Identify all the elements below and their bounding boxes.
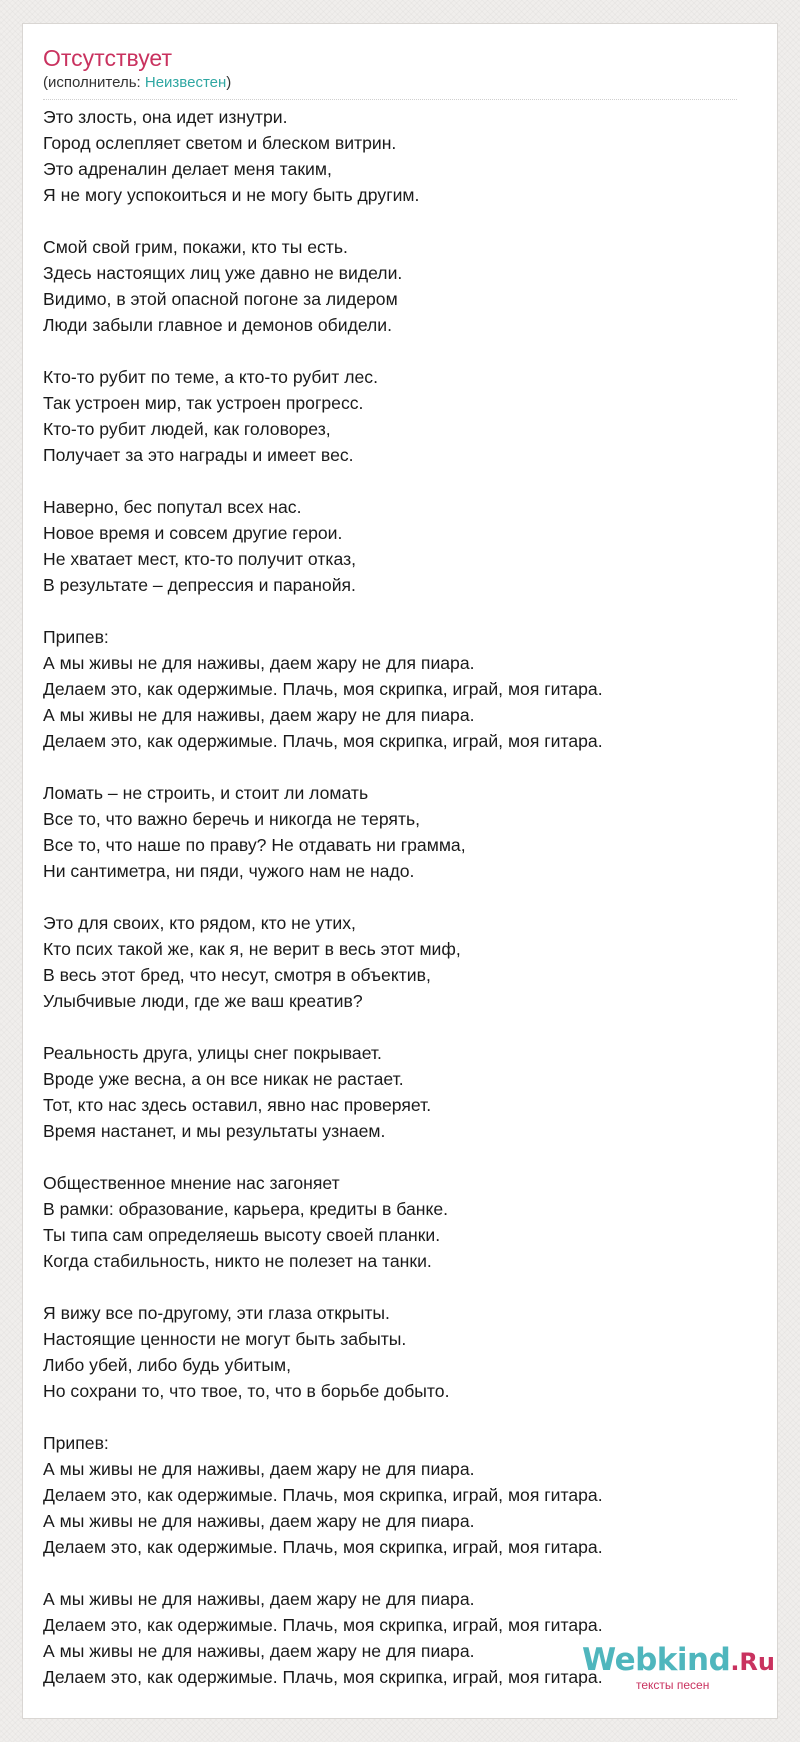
lyric-line: Новое время и совсем другие герои. bbox=[43, 523, 343, 543]
lyrics-stanza bbox=[43, 364, 753, 468]
lyric-line: Делаем это, как одержимые. Плачь, моя скрипка, играй, моя гитара. bbox=[43, 731, 603, 751]
lyrics-stanza bbox=[43, 1040, 753, 1144]
lyric-line: Это для своих, кто рядом, кто не утих, bbox=[43, 913, 356, 933]
lyric-line: А мы живы не для наживы, даем жару не для пиара. bbox=[43, 1641, 475, 1661]
logo-wordmark bbox=[582, 1640, 775, 1682]
lyric-line: Видимо, в этой опасной погоне за лидером bbox=[43, 289, 398, 309]
logo-name: Webkind bbox=[582, 1642, 731, 1678]
lyric-line: Припев: bbox=[43, 627, 109, 647]
lyric-line: А мы живы не для наживы, даем жару не для пиара. bbox=[43, 1511, 475, 1531]
lyric-line: Смой свой грим, покажи, кто ты есть. bbox=[43, 237, 348, 257]
lyric-line: Это адреналин делает меня таким, bbox=[43, 159, 332, 179]
logo-tld: .Ru bbox=[730, 1648, 775, 1676]
lyrics-stanza bbox=[43, 780, 753, 884]
artist-line bbox=[43, 74, 231, 92]
header-divider bbox=[43, 99, 737, 100]
lyric-line: В весь этот бред, что несут, смотря в объектив, bbox=[43, 965, 431, 985]
site-logo[interactable] bbox=[582, 1640, 775, 1700]
lyric-line: Припев: bbox=[43, 1433, 109, 1453]
lyrics-stanza bbox=[43, 234, 753, 338]
lyric-line: Реальность друга, улицы снег покрывает. bbox=[43, 1043, 382, 1063]
lyric-line: В рамки: образование, карьера, кредиты в банке. bbox=[43, 1199, 449, 1219]
lyric-line: Наверно, бес попутал всех нас. bbox=[43, 497, 302, 517]
lyric-line: Все то, что наше по праву? Не отдавать ни грамма, bbox=[43, 835, 466, 855]
lyric-line: Общественное мнение нас загоняет bbox=[43, 1173, 340, 1193]
lyric-line: Тот, кто нас здесь оставил, явно нас проверяет. bbox=[43, 1095, 432, 1115]
lyrics-stanza bbox=[43, 104, 753, 208]
lyric-line: Получает за это награды и имеет вес. bbox=[43, 445, 354, 465]
lyrics-card bbox=[22, 23, 778, 1719]
lyric-line: Делаем это, как одержимые. Плачь, моя скрипка, играй, моя гитара. bbox=[43, 1537, 603, 1557]
lyric-line: Делаем это, как одержимые. Плачь, моя скрипка, играй, моя гитара. bbox=[43, 1667, 603, 1687]
lyric-line: Все то, что важно беречь и никогда не терять, bbox=[43, 809, 421, 829]
lyrics-stanza bbox=[43, 624, 753, 754]
lyric-line: Но сохрани то, что твое, то, что в борьбе добыто. bbox=[43, 1381, 450, 1401]
artist-link[interactable]: Неизвестен bbox=[144, 74, 227, 91]
lyric-line: Люди забыли главное и демонов обидели. bbox=[43, 315, 393, 335]
lyric-line: Либо убей, либо будь убитым, bbox=[43, 1355, 292, 1375]
artist-prefix: (исполнитель: bbox=[43, 74, 145, 91]
lyric-line: Улыбчивые люди, где же ваш креатив? bbox=[43, 991, 363, 1011]
lyrics-stanza bbox=[43, 1300, 753, 1404]
lyrics-stanza bbox=[43, 494, 753, 598]
lyrics-stanza bbox=[43, 1430, 753, 1560]
lyric-line: А мы живы не для наживы, даем жару не для пиара. bbox=[43, 705, 475, 725]
lyric-line: А мы живы не для наживы, даем жару не для пиара. bbox=[43, 1459, 475, 1479]
artist-suffix: ) bbox=[226, 74, 232, 91]
song-title: Отсутствует bbox=[43, 45, 172, 71]
lyric-line: Ни сантиметра, ни пяди, чужого нам не надо. bbox=[43, 861, 415, 881]
lyric-line: Делаем это, как одержимые. Плачь, моя скрипка, играй, моя гитара. bbox=[43, 1615, 603, 1635]
lyric-line: Делаем это, как одержимые. Плачь, моя скрипка, играй, моя гитара. bbox=[43, 1485, 603, 1505]
lyric-line: Кто-то рубит по теме, а кто-то рубит лес. bbox=[43, 367, 378, 387]
lyric-line: Я вижу все по-другому, эти глаза открыты. bbox=[43, 1303, 390, 1323]
lyric-line: А мы живы не для наживы, даем жару не для пиара. bbox=[43, 653, 475, 673]
lyric-line: Настоящие ценности не могут быть забыты. bbox=[43, 1329, 407, 1349]
lyric-line: Кто псих такой же, как я, не верит в весь этот миф, bbox=[43, 939, 461, 959]
lyrics-body bbox=[43, 104, 753, 1716]
lyric-line: Так устроен мир, так устроен прогресс. bbox=[43, 393, 364, 413]
lyrics-stanza bbox=[43, 1170, 753, 1274]
lyric-line: Город ослепляет светом и блеском витрин. bbox=[43, 133, 397, 153]
lyric-line: Кто-то рубит людей, как головорез, bbox=[43, 419, 331, 439]
logo-tagline: тексты песен bbox=[636, 1678, 710, 1692]
lyric-line: Когда стабильность, никто не полезет на танки. bbox=[43, 1251, 432, 1271]
lyric-line: Ломать – не строить, и стоит ли ломать bbox=[43, 783, 369, 803]
lyric-line: Не хватает мест, кто-то получит отказ, bbox=[43, 549, 357, 569]
lyric-line: Здесь настоящих лиц уже давно не видели. bbox=[43, 263, 403, 283]
lyric-line: А мы живы не для наживы, даем жару не для пиара. bbox=[43, 1589, 475, 1609]
lyric-line: В результате – депрессия и паранойя. bbox=[43, 575, 356, 595]
lyric-line: Это злость, она идет изнутри. bbox=[43, 107, 288, 127]
lyric-line: Время настанет, и мы результаты узнаем. bbox=[43, 1121, 386, 1141]
lyric-line: Вроде уже весна, а он все никак не растает. bbox=[43, 1069, 404, 1089]
lyrics-stanza bbox=[43, 910, 753, 1014]
lyric-line: Я не могу успокоиться и не могу быть другим. bbox=[43, 185, 420, 205]
lyric-line: Делаем это, как одержимые. Плачь, моя скрипка, играй, моя гитара. bbox=[43, 679, 603, 699]
lyric-line: Ты типа сам определяешь высоту своей планки. bbox=[43, 1225, 441, 1245]
